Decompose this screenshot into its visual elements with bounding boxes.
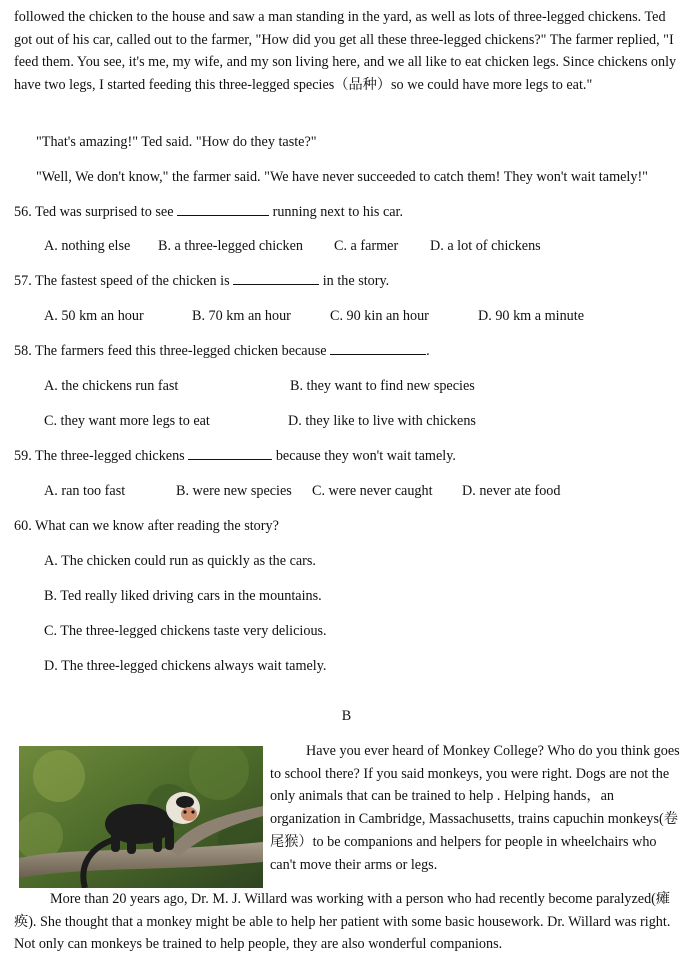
option-57-d: D. 90 km a minute [478, 308, 584, 324]
option-57-a: A. 50 km an hour [44, 308, 144, 324]
option-56-a: A. nothing else [44, 238, 131, 254]
question-text: 59. The three-legged chickens [14, 448, 189, 464]
option-60-b: B. Ted really liked driving cars in the mountains. [44, 588, 322, 604]
option-60-c: C. The three-legged chickens taste very delicious. [44, 623, 327, 639]
question-60: 60. What can we know after reading the story? [14, 518, 279, 534]
question-59 [14, 446, 456, 466]
question-58 [14, 341, 430, 361]
option-56-b: B. a three-legged chicken [158, 238, 303, 254]
answer-blank [233, 272, 319, 285]
question-57 [14, 271, 389, 291]
passage-a-paragraph-3: "Well, We don't know," the farmer said. "We have never succeeded to catch them! They won't wait tamely!" [36, 169, 648, 185]
option-58-b: B. they want to find new species [290, 378, 475, 394]
question-56 [14, 202, 403, 222]
option-59-b: B. were new species [176, 483, 292, 499]
capuchin-monkey-photo [19, 746, 263, 888]
option-58-a: A. the chickens run fast [44, 378, 179, 394]
capuchin-monkey-icon [19, 746, 263, 888]
question-text: in the story. [319, 273, 390, 289]
passage-a-paragraph-1: followed the chicken to the house and saw a man standing in the yard, as well as lots of three-legged chickens. Ted got out of his car, called out to the farmer, "How did you get all these three-legged chickens?" The farmer replied, "I feed them. You see, it's me, my wife, and my son living here, and we all like to eat chicken legs. Since chickens only have two legs, I started feeding this three-legged species（品种）so we could have more legs to eat." [14, 9, 677, 94]
passage-a-paragraph-2: "That's amazing!" Ted said. "How do they taste?" [36, 134, 317, 150]
option-59-d: D. never ate food [462, 483, 561, 499]
option-58-d: D. they like to live with chickens [288, 413, 476, 429]
option-57-b: B. 70 km an hour [192, 308, 291, 324]
passage-b-paragraph-1: Have you ever heard of Monkey College? Who do you think goes to school there? If you said monkeys, you were right. Dogs are not the only animals that can be trained to help . Helping hands，an organization in Cambridge, Massachusetts, trains capuchin monkeys(卷尾猴）to be companions and helpers for people in wheelchairs who can't move their arms or legs. [270, 743, 680, 873]
section-heading: B [341, 708, 352, 724]
option-56-c: C. a farmer [334, 238, 399, 254]
option-56-d: D. a lot of chickens [430, 238, 541, 254]
question-text: 56. Ted was surprised to see [14, 204, 178, 220]
question-text: running next to his car. [269, 204, 404, 220]
answer-blank [188, 447, 272, 460]
passage-b-paragraph-2: More than 20 years ago, Dr. M. J. Willard was working with a person who had recently become paralyzed(瘫痪). She thought that a monkey might be able to help her patient with some basic housework. Dr. Willard was right. Not only can monkeys be trained to help people, they are also wonderful companions. [14, 891, 671, 953]
option-60-d: D. The three-legged chickens always wait tamely. [44, 658, 327, 674]
option-59-c: C. were never caught [312, 483, 433, 499]
question-text: 57. The fastest speed of the chicken is [14, 273, 234, 289]
question-text: because they won't wait tamely. [272, 448, 456, 464]
option-60-a: A. The chicken could run as quickly as the cars. [44, 553, 316, 569]
question-text: . [426, 343, 430, 359]
option-57-c: C. 90 kin an hour [330, 308, 429, 324]
question-text: 58. The farmers feed this three-legged chicken because [14, 343, 331, 359]
answer-blank [177, 203, 269, 216]
answer-blank [330, 342, 426, 355]
option-58-c: C. they want more legs to eat [44, 413, 210, 429]
option-59-a: A. ran too fast [44, 483, 126, 499]
